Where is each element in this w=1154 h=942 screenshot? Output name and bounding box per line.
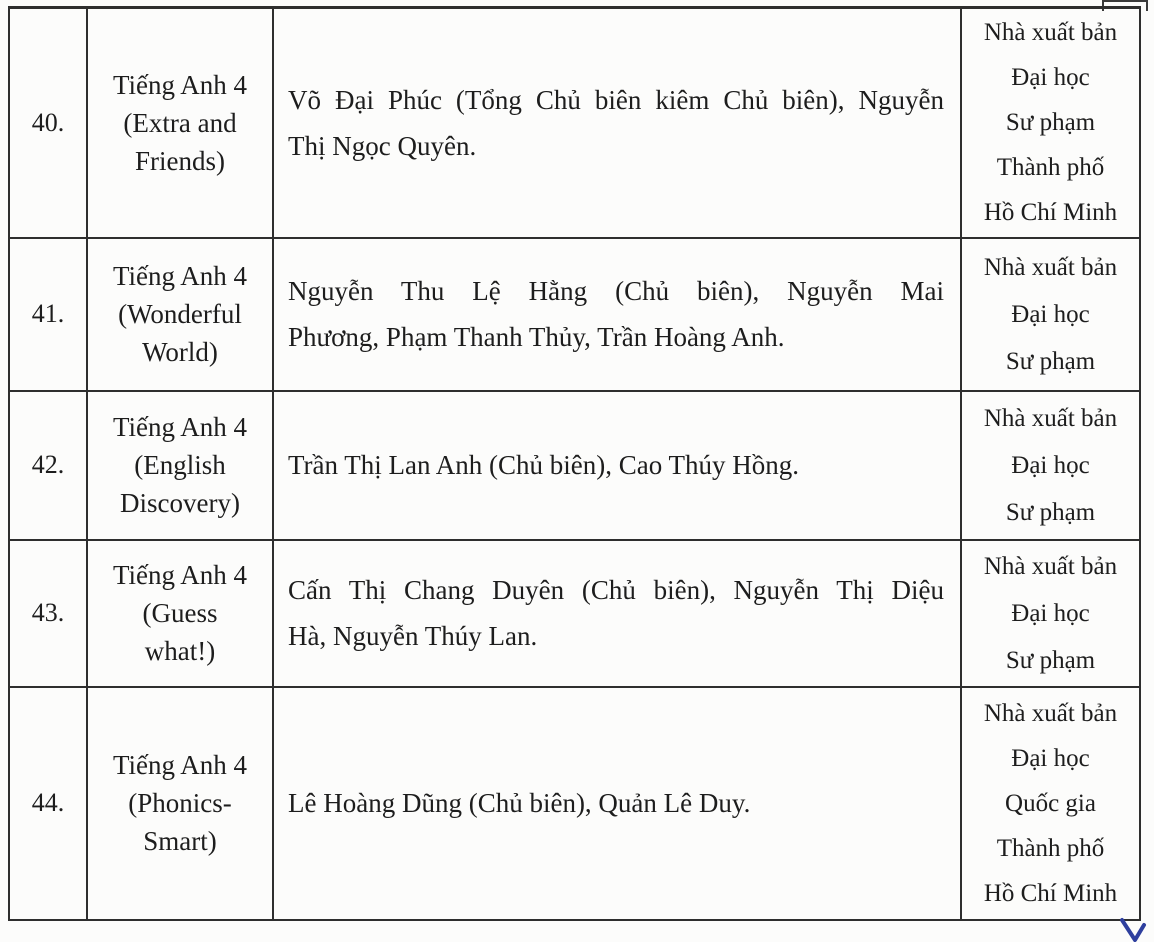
authors-line: Thị Ngọc Quyên. <box>288 130 477 161</box>
authors-cell <box>273 687 961 920</box>
publisher-line: Đại học <box>1011 599 1090 627</box>
book-title-line: (Phonics- <box>128 788 232 818</box>
book-title-line: Tiếng Anh 4 <box>112 69 248 100</box>
table-row <box>9 238 1140 391</box>
authors-line: Cấn Thị Chang Duyên (Chủ biên), Nguyễn Thị Diệu <box>288 575 944 605</box>
book-title-line: World) <box>142 337 218 367</box>
book-title-line: (Guess <box>142 598 218 628</box>
book-title-cell <box>87 687 273 920</box>
authors-cell <box>273 238 961 391</box>
publisher-line: Sư phạm <box>1005 109 1096 137</box>
row-number: 42. <box>31 450 65 479</box>
publisher-line: Quốc gia <box>1005 789 1096 817</box>
publisher-line: Đại học <box>1011 300 1090 328</box>
publisher-line: Nhà xuất bản <box>983 552 1118 580</box>
book-title-line: Tiếng Anh 4 <box>112 560 248 590</box>
book-title-line: Discovery) <box>120 488 240 518</box>
book-title-line: Tiếng Anh 4 <box>112 412 248 442</box>
row-number-cell <box>9 391 87 540</box>
publisher-cell <box>961 238 1140 391</box>
row-number-cell <box>9 687 87 920</box>
book-title-line: (Extra and <box>123 107 237 138</box>
row-number: 44. <box>31 788 65 817</box>
authors-cell <box>273 8 961 238</box>
row-number: 40. <box>31 107 65 137</box>
authors-line: Lê Hoàng Dũng (Chủ biên), Quản Lê Duy. <box>288 788 751 818</box>
publisher-line: Đại học <box>1011 64 1090 92</box>
authors-line: Võ Đại Phúc (Tổng Chủ biên kiêm Chủ biên), Nguyễn <box>288 84 944 115</box>
publisher-line: Đại học <box>1011 451 1090 479</box>
table-row <box>9 391 1140 540</box>
authors-line: Trần Thị Lan Anh (Chủ biên), Cao Thúy Hồng. <box>288 450 799 480</box>
publisher-line: Sư phạm <box>1005 498 1096 526</box>
publisher-line: Nhà xuất bản <box>983 19 1118 47</box>
table-row <box>9 540 1140 687</box>
publisher-line: Nhà xuất bản <box>983 699 1118 727</box>
row-number: 43. <box>31 598 65 627</box>
publisher-line: Nhà xuất bản <box>983 253 1118 281</box>
publisher-line: Nhà xuất bản <box>983 404 1118 432</box>
textbook-table <box>8 6 1141 921</box>
row-number-cell <box>9 8 87 238</box>
book-title-line: (Wonderful <box>118 299 242 329</box>
book-title-cell <box>87 540 273 687</box>
publisher-line: Đại học <box>1011 744 1090 772</box>
publisher-cell <box>961 391 1140 540</box>
book-title-cell <box>87 238 273 391</box>
row-number: 41. <box>31 299 65 328</box>
publisher-line: Thành phố <box>996 154 1105 182</box>
book-title-cell <box>87 391 273 540</box>
publisher-cell <box>961 540 1140 687</box>
authors-line: Nguyễn Thu Lệ Hằng (Chủ biên), Nguyễn Mai <box>288 276 944 306</box>
publisher-line: Hồ Chí Minh <box>983 199 1118 227</box>
authors-line: Hà, Nguyễn Thúy Lan. <box>288 621 538 651</box>
book-title-line: Smart) <box>143 826 217 856</box>
publisher-line: Thành phố <box>996 834 1105 862</box>
book-title-cell <box>87 8 273 238</box>
publisher-line: Sư phạm <box>1005 646 1096 674</box>
publisher-cell <box>961 8 1140 238</box>
pen-mark-icon <box>1114 917 1154 942</box>
publisher-line: Hồ Chí Minh <box>983 879 1118 907</box>
row-number-cell <box>9 540 87 687</box>
row-number-cell <box>9 238 87 391</box>
authors-cell <box>273 391 961 540</box>
book-title-line: (English <box>134 450 226 480</box>
authors-cell <box>273 540 961 687</box>
book-title-line: Tiếng Anh 4 <box>112 261 248 291</box>
publisher-cell <box>961 687 1140 920</box>
authors-line: Phương, Phạm Thanh Thủy, Trần Hoàng Anh. <box>288 322 785 352</box>
table-row <box>9 8 1140 238</box>
publisher-line: Sư phạm <box>1005 347 1096 375</box>
table-row <box>9 687 1140 920</box>
book-title-line: what!) <box>144 636 216 666</box>
book-title-line: Friends) <box>135 145 225 176</box>
book-title-line: Tiếng Anh 4 <box>112 750 248 780</box>
